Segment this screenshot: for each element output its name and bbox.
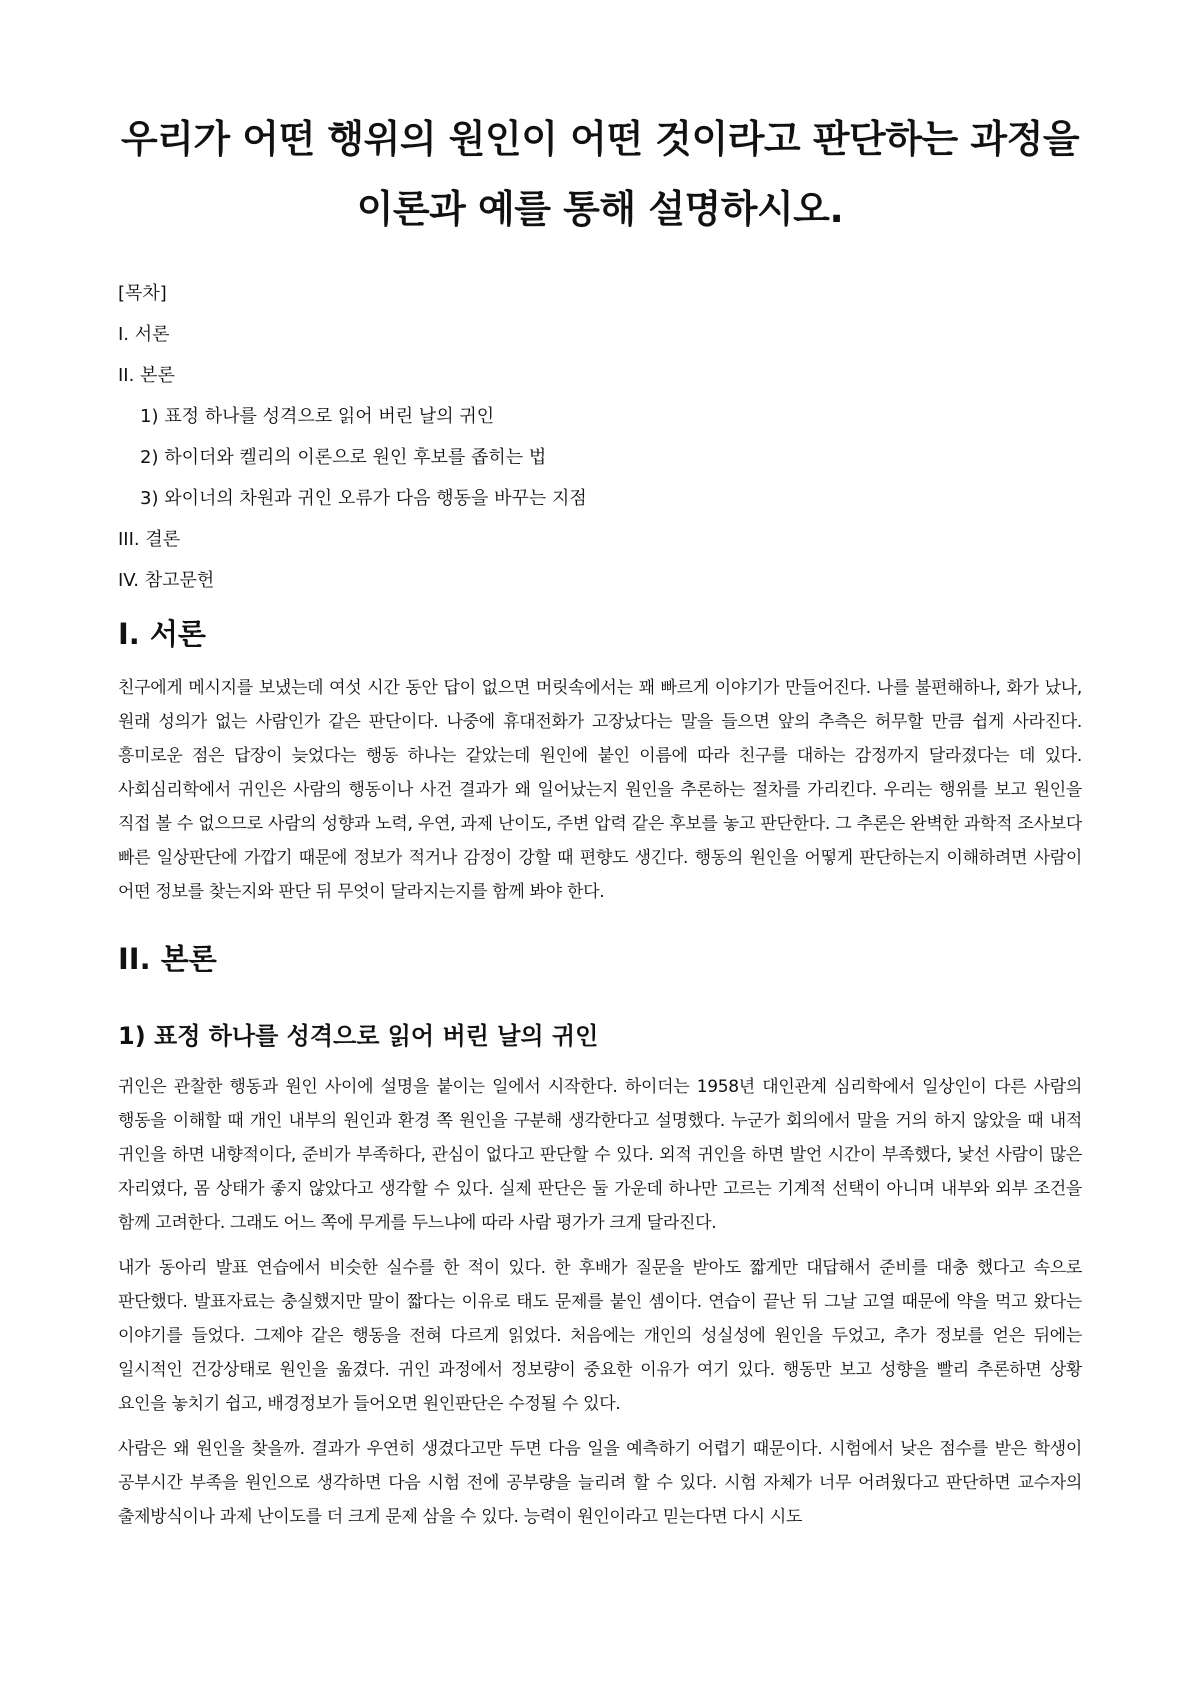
toc-item-body-3: 3) 와이너의 차원과 귀인 오류가 다음 행동을 바꾸는 지점 (140, 488, 587, 509)
table-of-contents (118, 284, 1082, 591)
subsection-spacer (118, 996, 1082, 1020)
toc-item-intro: I. 서론 (118, 324, 170, 345)
section-spacer (118, 920, 1082, 942)
toc-item-body-1: 1) 표정 하나를 성격으로 읽어 버린 날의 귀인 (140, 406, 495, 427)
toc-item-body-2: 2) 하이더와 켈리의 이론으로 원인 후보를 좁히는 법 (140, 447, 547, 468)
section-heading-intro: I. 서론 (118, 617, 206, 651)
toc-item-references: IV. 참고문헌 (118, 570, 215, 591)
body-paragraph: 사람은 왜 원인을 찾을까. 결과가 우연히 생겼다고만 두면 다음 일을 예측하기 어렵기 때문이다. 시험에서 낮은 점수를 받은 학생이 공부시간 부족을 원인으로 생각하면 다음 시험 전에 공부량을 늘리려 할 수 있다. 시험 자체가 너무 어려웠다고 판단하면 교수자의 출제방식이나 과제 난이도를 더 크게 문제 삼을 수 있다. 능력이 원인이라고 믿는다면 다시 시도 (118, 1439, 1082, 1527)
subsection-heading-1: 1) 표정 하나를 성격으로 읽어 버린 날의 귀인 (118, 1022, 599, 1050)
body-paragraph: 귀인은 관찰한 행동과 원인 사이에 설명을 붙이는 일에서 시작한다. 하이더는 1958년 대인관계 심리학에서 일상인이 다른 사람의 행동을 이해할 때 개인 내부의 원인과 환경 쪽 원인을 구분해 생각한다고 설명했다. 누군가 회의에서 말을 거의 하지 않았을 때 내적 귀인을 하면 내향적이다, 준비가 부족하다, 관심이 없다고 판단할 수 있다. 외적 귀인을 하면 발언 시간이 부족했다, 낯선 사람이 많은 자리였다, 몸 상태가 좋지 않았다고 생각할 수 있다. 실제 판단은 둘 가운데 하나만 고르는 기계적 선택이 아니며 내부와 외부 조건을 함께 고려한다. 그래도 어느 쪽에 무게를 두느냐에 따라 사람 평가가 크게 달라진다. (118, 1077, 1082, 1233)
section-heading-body: II. 본론 (118, 942, 217, 976)
intro-paragraph: 친구에게 메시지를 보냈는데 여섯 시간 동안 답이 없으면 머릿속에서는 꽤 빠르게 이야기가 만들어진다. 나를 불편해하나, 화가 났나, 원래 성의가 없는 사람인가 같은 판단이다. 나중에 휴대전화가 고장났다는 말을 들으면 앞의 추측은 허무할 만큼 쉽게 사라진다. 흥미로운 점은 답장이 늦었다는 행동 하나는 같았는데 원인에 붙인 이름에 따라 친구를 대하는 감정까지 달라졌다는 데 있다. 사회심리학에서 귀인은 사람의 행동이나 사건 결과가 왜 일어났는지 원인을 추론하는 절차를 가리킨다. 우리는 행위를 보고 원인을 직접 볼 수 없으므로 사람의 성향과 노력, 우연, 과제 난이도, 주변 압력 같은 후보를 놓고 판단한다. 그 추론은 완벽한 과학적 조사보다 빠른 일상판단에 가깝기 때문에 정보가 적거나 감정이 강할 때 편향도 생긴다. 행동의 원인을 어떻게 판단하는지 이해하려면 사람이 어떤 정보를 찾는지와 판단 뒤 무엇이 달라지는지를 함께 봐야 한다. (118, 678, 1082, 902)
toc-item-body: II. 본론 (118, 365, 175, 386)
body-paragraph: 내가 동아리 발표 연습에서 비슷한 실수를 한 적이 있다. 한 후배가 질문을 받아도 짧게만 대답해서 준비를 대충 했다고 속으로 판단했다. 발표자료는 충실했지만 말이 짧다는 이유로 태도 문제를 붙인 셈이다. 연습이 끝난 뒤 그날 고열 때문에 약을 먹고 왔다는 이야기를 들었다. 그제야 같은 행동을 전혀 다르게 읽었다. 처음에는 개인의 성실성에 원인을 두었고, 추가 정보를 얻은 뒤에는 일시적인 건강상태로 원인을 옮겼다. 귀인 과정에서 정보량이 중요한 이유가 여기 있다. 행동만 보고 성향을 빨리 추론하면 상황 요인을 놓치기 쉽고, 배경정보가 들어오면 원인판단은 수정될 수 있다. (118, 1258, 1082, 1414)
document-page (118, 104, 1082, 1545)
document-title: 우리가 어떤 행위의 원인이 어떤 것이라고 판단하는 과정을 이론과 예를 통해 설명하시오. (120, 117, 1080, 231)
toc-item-conclusion: III. 결론 (118, 529, 181, 550)
toc-heading: [목차] (118, 283, 167, 304)
